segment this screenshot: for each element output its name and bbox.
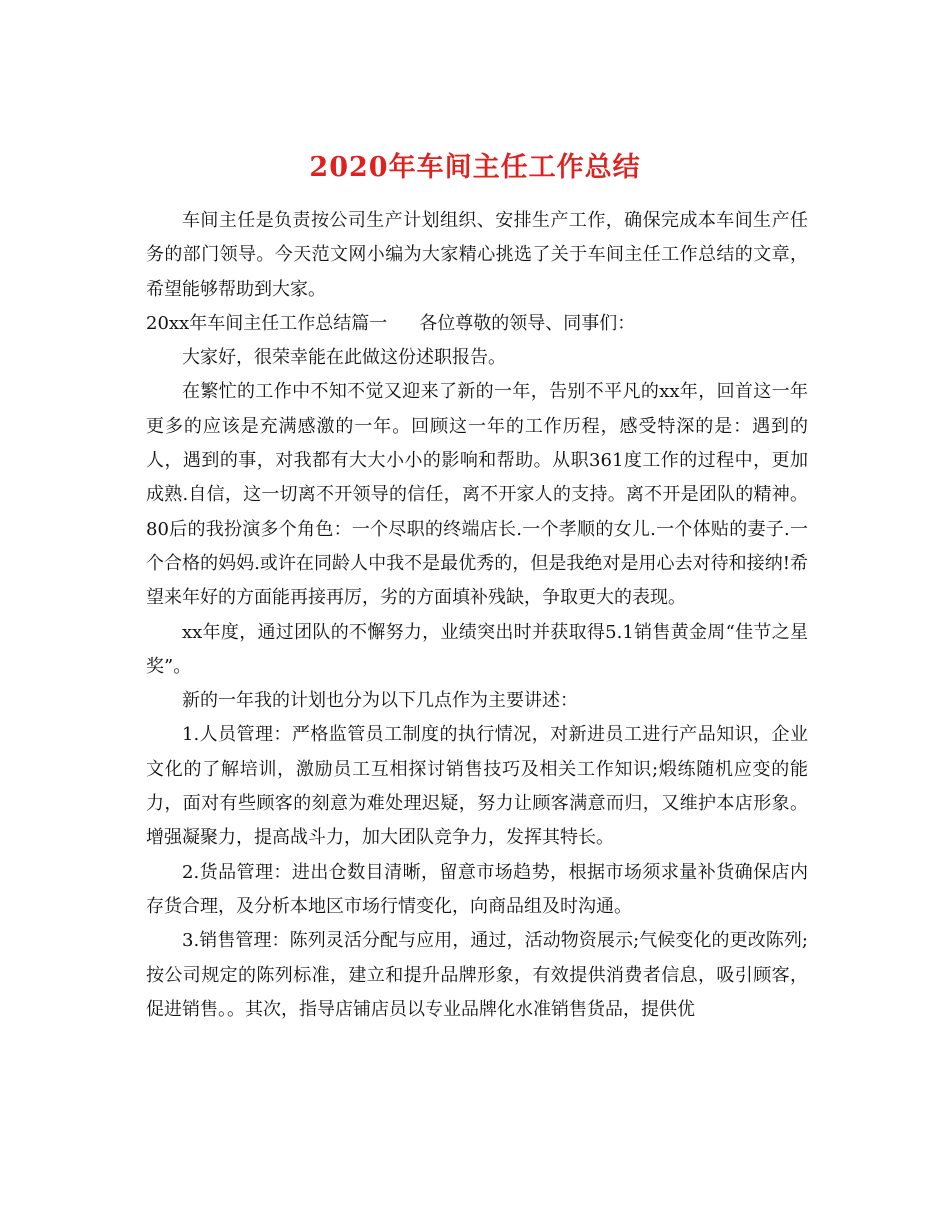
salutation: 各位尊敬的领导、同事们： (419, 312, 636, 334)
intro-paragraph: 车间主任是负责按公司生产计划组织、安排生产工作，确保完成本车间生产任务的部门领导。今天范文网小编为大家精心挑选了关于车间主任工作总结的文章，希望能够帮助到大家。 (146, 210, 808, 300)
body-paragraph-greeting: 大家好，很荣幸能在此做这份述职报告。 (182, 347, 506, 369)
body-paragraph-staff-management: 1.人员管理：严格监管员工制度的执行情况，对新进员工进行产品知识，企业文化的了解培训，激励员工互相探讨销售技巧及相关工作知识;煅练随机应变的能力，面对有些顾客的刻意为难处理迟疑，努力让顾客满意而归，又维护本店形象。增强凝聚力，提高战斗力，加大团队竞争力，发挥其特长。 (146, 724, 808, 849)
section-heading: 20xx年车间主任工作总结篇一 (146, 312, 388, 334)
section-heading-row (146, 307, 808, 341)
body-paragraph-achievement: xx年度，通过团队的不懈努力，业绩突出时并获取得5.1销售黄金周“佳节之星奖”。 (146, 621, 808, 677)
document-body (146, 204, 808, 1027)
body-paragraph-plan-intro: 新的一年我的计划也分为以下几点作为主要讲述： (182, 690, 578, 712)
body-paragraph-sales-management: 3.销售管理：陈列灵活分配与应用，通过，活动物资展示;气候变化的更改陈列;按公司规定的陈列标准，建立和提升品牌形象，有效提供消费者信息，吸引顾客，促进销售。。其次，指导店铺店员以专业品牌化水准销售货品，提供优 (146, 930, 808, 1020)
body-paragraph-reflection: 在繁忙的工作中不知不觉又迎来了新的一年，告别不平凡的xx年，回首这一年更多的应该是充满感激的一年。回顾这一年的工作历程，感受特深的是：遇到的人，遇到的事，对我都有大大小小的影响和帮助。从职361度工作的过程中，更加成熟.自信，这一切离不开领导的信任，离不开家人的支持。离不开是团队的精神。80后的我扮演多个角色：一个尽职的终端店长.一个孝顺的女儿.一个体贴的妻子.一个合格的妈妈.或许在同龄人中我不是最优秀的，但是我绝对是用心去对待和接纳!希望来年好的方面能再接再厉，劣的方面填补残缺，争取更大的表现。 (146, 381, 808, 609)
body-paragraph-goods-management: 2.货品管理：进出仓数目清晰，留意市场趋势，根据市场须求量补货确保店内存货合理，及分析本地区市场行情变化，向商品组及时沟通。 (146, 861, 808, 917)
document-title: 2020年车间主任工作总结 (309, 152, 641, 184)
